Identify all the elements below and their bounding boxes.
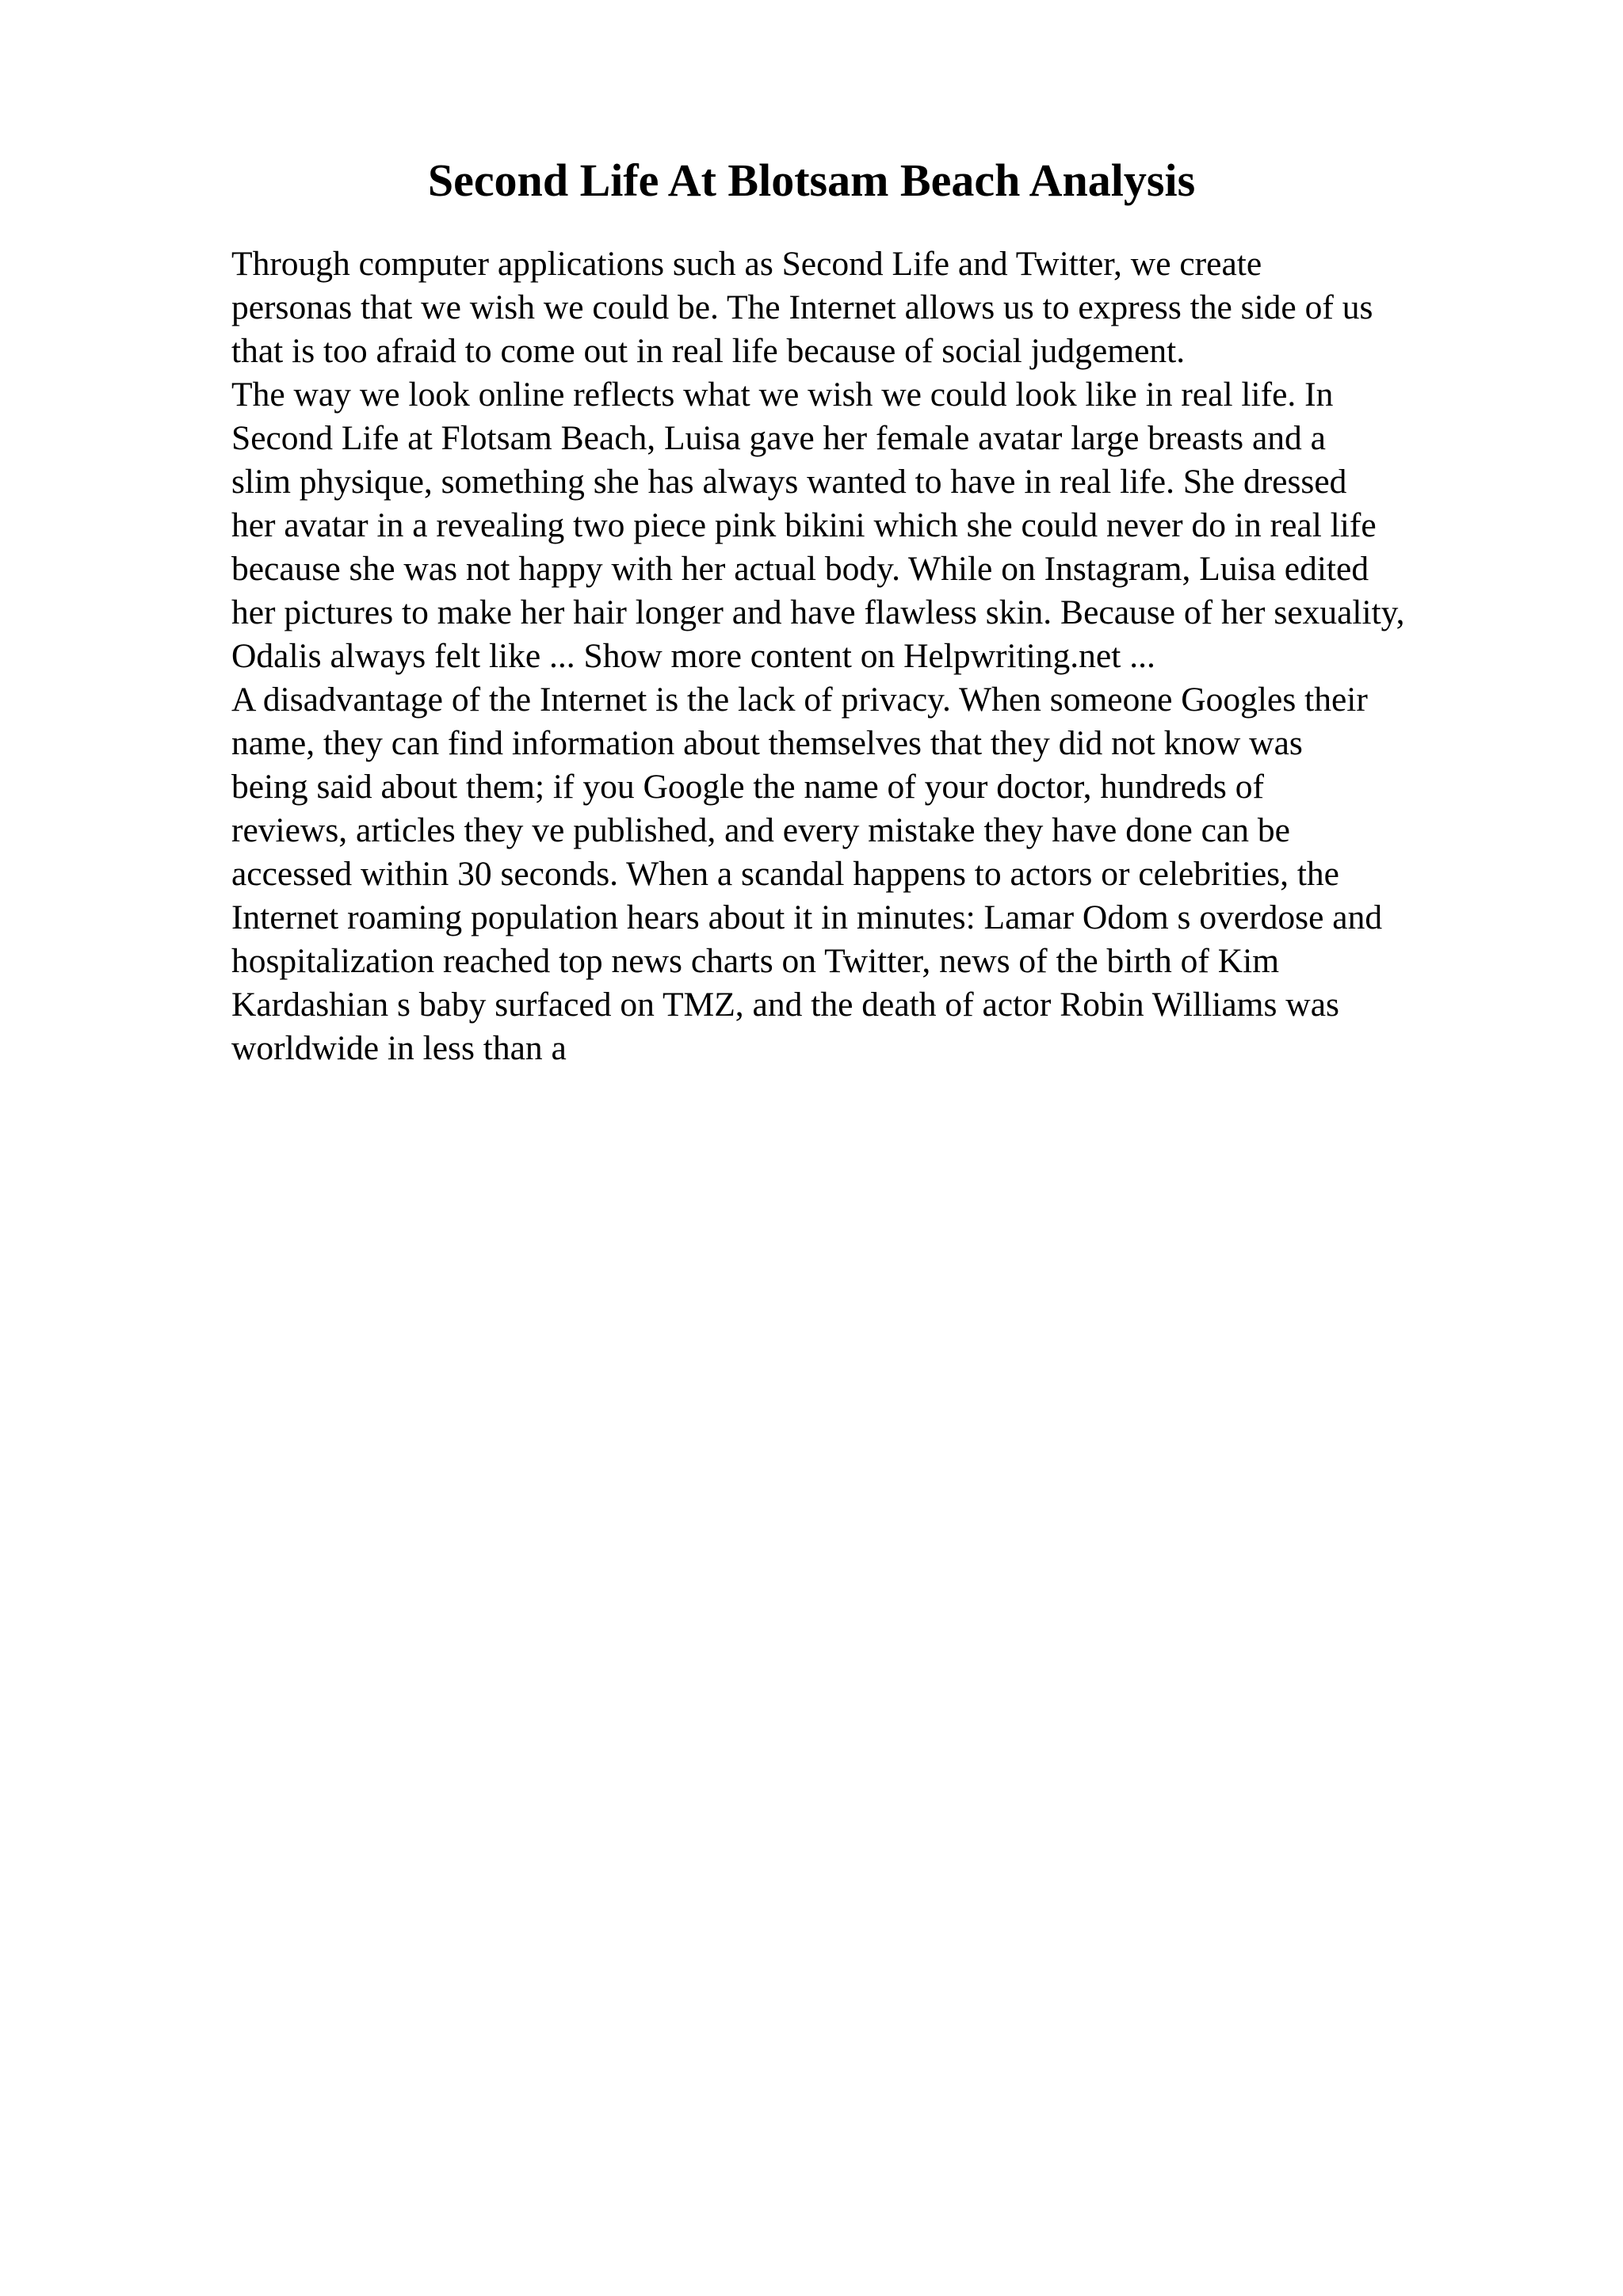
text-line: slim physique, something she has always wanted to have in real life. She dressed: [231, 463, 1347, 501]
text-line: worldwide in less than a: [231, 1029, 567, 1067]
text-line: Through computer applications such as Second Life and Twitter, we create: [231, 245, 1262, 283]
text-line: Internet roaming population hears about it in minutes: Lamar Odom s overdose and: [231, 898, 1383, 936]
text-line: personas that we wish we could be. The Internet allows us to express the side of us: [231, 288, 1373, 326]
text-line: Odalis always felt like ... Show more content on Helpwriting.net ...: [231, 637, 1155, 675]
text-line: because she was not happy with her actual body. While on Instagram, Luisa edited: [231, 550, 1369, 588]
text-line: her avatar in a revealing two piece pink bikini which she could never do in real life: [231, 506, 1377, 544]
text-line: The way we look online reflects what we wish we could look like in real life. In: [231, 376, 1334, 414]
text-line: Kardashian s baby surfaced on TMZ, and the death of actor Robin Williams was: [231, 986, 1339, 1024]
text-line: hospitalization reached top news charts on Twitter, news of the birth of Kim: [231, 942, 1280, 980]
text-line: her pictures to make her hair longer and have flawless skin. Because of her sexuality,: [231, 593, 1405, 631]
text-line: accessed within 30 seconds. When a scandal happens to actors or celebrities, the: [231, 855, 1339, 893]
body-text: [231, 242, 1515, 1070]
text-line: name, they can find information about themselves that they did not know was: [231, 724, 1303, 762]
text-line: being said about them; if you Google the name of your doctor, hundreds of: [231, 768, 1264, 806]
page-title: Second Life At Blotsam Beach Analysis: [427, 154, 1196, 206]
text-line: Second Life at Flotsam Beach, Luisa gave her female avatar large breasts and a: [231, 419, 1326, 457]
text-line: that is too afraid to come out in real life because of social judgement.: [231, 332, 1186, 370]
text-line: reviews, articles they ve published, and every mistake they have done can be: [231, 811, 1290, 849]
text-line: A disadvantage of the Internet is the lack of privacy. When someone Googles their: [231, 681, 1368, 719]
